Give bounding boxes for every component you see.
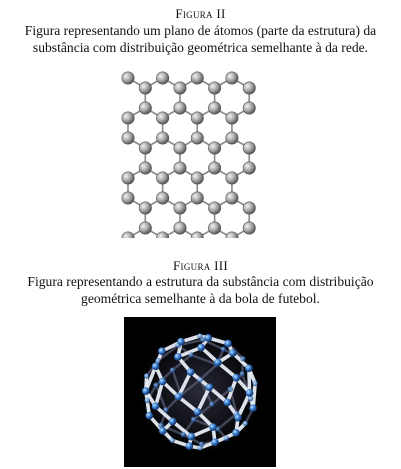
fullerene-atom	[163, 407, 169, 413]
fullerene-atom	[224, 340, 232, 348]
lattice-atom	[139, 202, 151, 214]
fullerene-atom	[243, 421, 249, 427]
lattice-atom	[243, 102, 255, 114]
lattice-atom	[226, 232, 238, 238]
fullerene-atom	[248, 396, 254, 402]
lattice-atom	[174, 142, 186, 154]
fullerene-atom	[252, 381, 258, 387]
fullerene-molecule-drawing	[124, 317, 276, 467]
figure-3-caption-line-2: geométrica semelhante à da bola de futebol.	[81, 291, 320, 306]
lattice-atom	[208, 162, 220, 174]
fullerene-atom	[169, 438, 175, 444]
lattice-atom	[122, 172, 134, 184]
lattice-atom	[243, 202, 255, 214]
lattice-atom	[226, 72, 238, 84]
figure-3-caption-line-1: Figura representando a estrutura da substância com distribuição	[27, 274, 374, 289]
lattice-atom	[156, 232, 168, 238]
lattice-atom	[139, 222, 151, 234]
lattice-atom	[174, 162, 186, 174]
lattice-atom	[191, 232, 203, 238]
fullerene-atom	[142, 387, 150, 395]
hexagonal-atom-lattice-image	[112, 68, 282, 238]
lattice-atom	[122, 132, 134, 144]
fullerene-atom	[197, 377, 203, 383]
lattice-atom	[243, 162, 255, 174]
fullerene-atom	[159, 427, 167, 435]
lattice-atom	[226, 172, 238, 184]
lattice-atom	[139, 102, 151, 114]
fullerene-atom	[153, 383, 159, 389]
fullerene-atom	[224, 436, 230, 442]
fullerene-atom	[249, 404, 257, 412]
fullerene-atom	[224, 399, 232, 407]
fullerene-atom	[152, 402, 160, 410]
fullerene-atom	[209, 402, 215, 408]
fullerene-atom	[177, 338, 185, 346]
figure-2-caption-line-1: Figura representando um plano de átomos (parte da estrutura) da	[24, 23, 377, 38]
fullerene-atom	[152, 363, 160, 371]
lattice-atom	[208, 142, 220, 154]
figure-2-caption	[2, 22, 399, 56]
figure-2-caption-line-2: substância com distribuição geométrica semelhante à da rede.	[32, 40, 369, 55]
fullerene-atom	[146, 412, 154, 420]
fullerene-atom	[197, 333, 203, 339]
fullerene-atom	[197, 445, 203, 451]
fullerene-atom	[245, 364, 253, 372]
lattice-atom	[226, 192, 238, 204]
lattice-atom	[122, 112, 134, 124]
lattice-atom	[208, 82, 220, 94]
fullerene-atom	[240, 356, 246, 362]
lattice-atom	[243, 82, 255, 94]
fullerene-atom	[214, 359, 222, 367]
fullerene-atom	[191, 417, 197, 423]
figure-2-label: Figura II	[175, 6, 226, 21]
fullerene-atom	[169, 418, 177, 426]
fullerene-atom	[221, 346, 227, 352]
lattice-atom	[191, 112, 203, 124]
lattice-atom	[156, 172, 168, 184]
lattice-atom	[156, 132, 168, 144]
lattice-atom	[226, 132, 238, 144]
fullerene-atom	[175, 393, 183, 401]
fullerene-atom	[206, 383, 214, 391]
lattice-atom	[122, 232, 134, 238]
fullerene-atom	[197, 344, 205, 352]
lattice-atom	[139, 162, 151, 174]
lattice-atom	[174, 222, 186, 234]
fullerene-atom	[229, 349, 237, 357]
fullerene-atom	[181, 432, 187, 438]
lattice-atom	[208, 102, 220, 114]
lattice-atom	[191, 192, 203, 204]
fullerene-atom	[174, 353, 182, 361]
lattice-atoms	[122, 72, 256, 238]
fullerene-atom	[239, 371, 245, 377]
lattice-atom	[122, 72, 134, 84]
fullerene-atom	[246, 389, 254, 397]
figure-3-caption	[2, 273, 399, 307]
lattice-atom	[156, 112, 168, 124]
lattice-atom	[243, 142, 255, 154]
fullerene-atom	[144, 398, 150, 404]
fullerene-atom	[144, 373, 150, 379]
lattice-atom	[174, 102, 186, 114]
fullerene-atom	[194, 408, 202, 416]
lattice-atom	[156, 72, 168, 84]
fullerene-atom	[159, 378, 167, 386]
fullerene-atom	[158, 347, 166, 355]
fullerene-atom	[211, 439, 219, 447]
fullerene-atom	[209, 423, 217, 431]
fullerene-atom	[187, 368, 195, 376]
lattice-atom	[139, 82, 151, 94]
fullerene-atom	[204, 334, 212, 342]
lattice-atom	[191, 172, 203, 184]
lattice-atom	[191, 72, 203, 84]
fullerene-atom	[187, 433, 195, 441]
lattice-atom	[156, 192, 168, 204]
fullerene-atom	[227, 386, 233, 392]
fullerene-molecule-image	[124, 317, 276, 467]
fullerene-atom	[188, 352, 194, 358]
fullerene-atom	[232, 429, 240, 437]
lattice-atom	[122, 192, 134, 204]
figure-3-label: Figura III	[173, 258, 228, 273]
lattice-atom	[243, 222, 255, 234]
lattice-atom	[208, 222, 220, 234]
lattice-atom	[226, 112, 238, 124]
lattice-atom	[174, 82, 186, 94]
lattice-atom	[208, 202, 220, 214]
fullerene-atom	[233, 374, 241, 382]
lattice-atom	[191, 132, 203, 144]
lattice-atom	[174, 202, 186, 214]
fullerene-atom	[170, 367, 176, 373]
fullerene-atom	[186, 442, 194, 450]
lattice-atom	[139, 142, 151, 154]
fullerene-atom	[234, 414, 242, 422]
